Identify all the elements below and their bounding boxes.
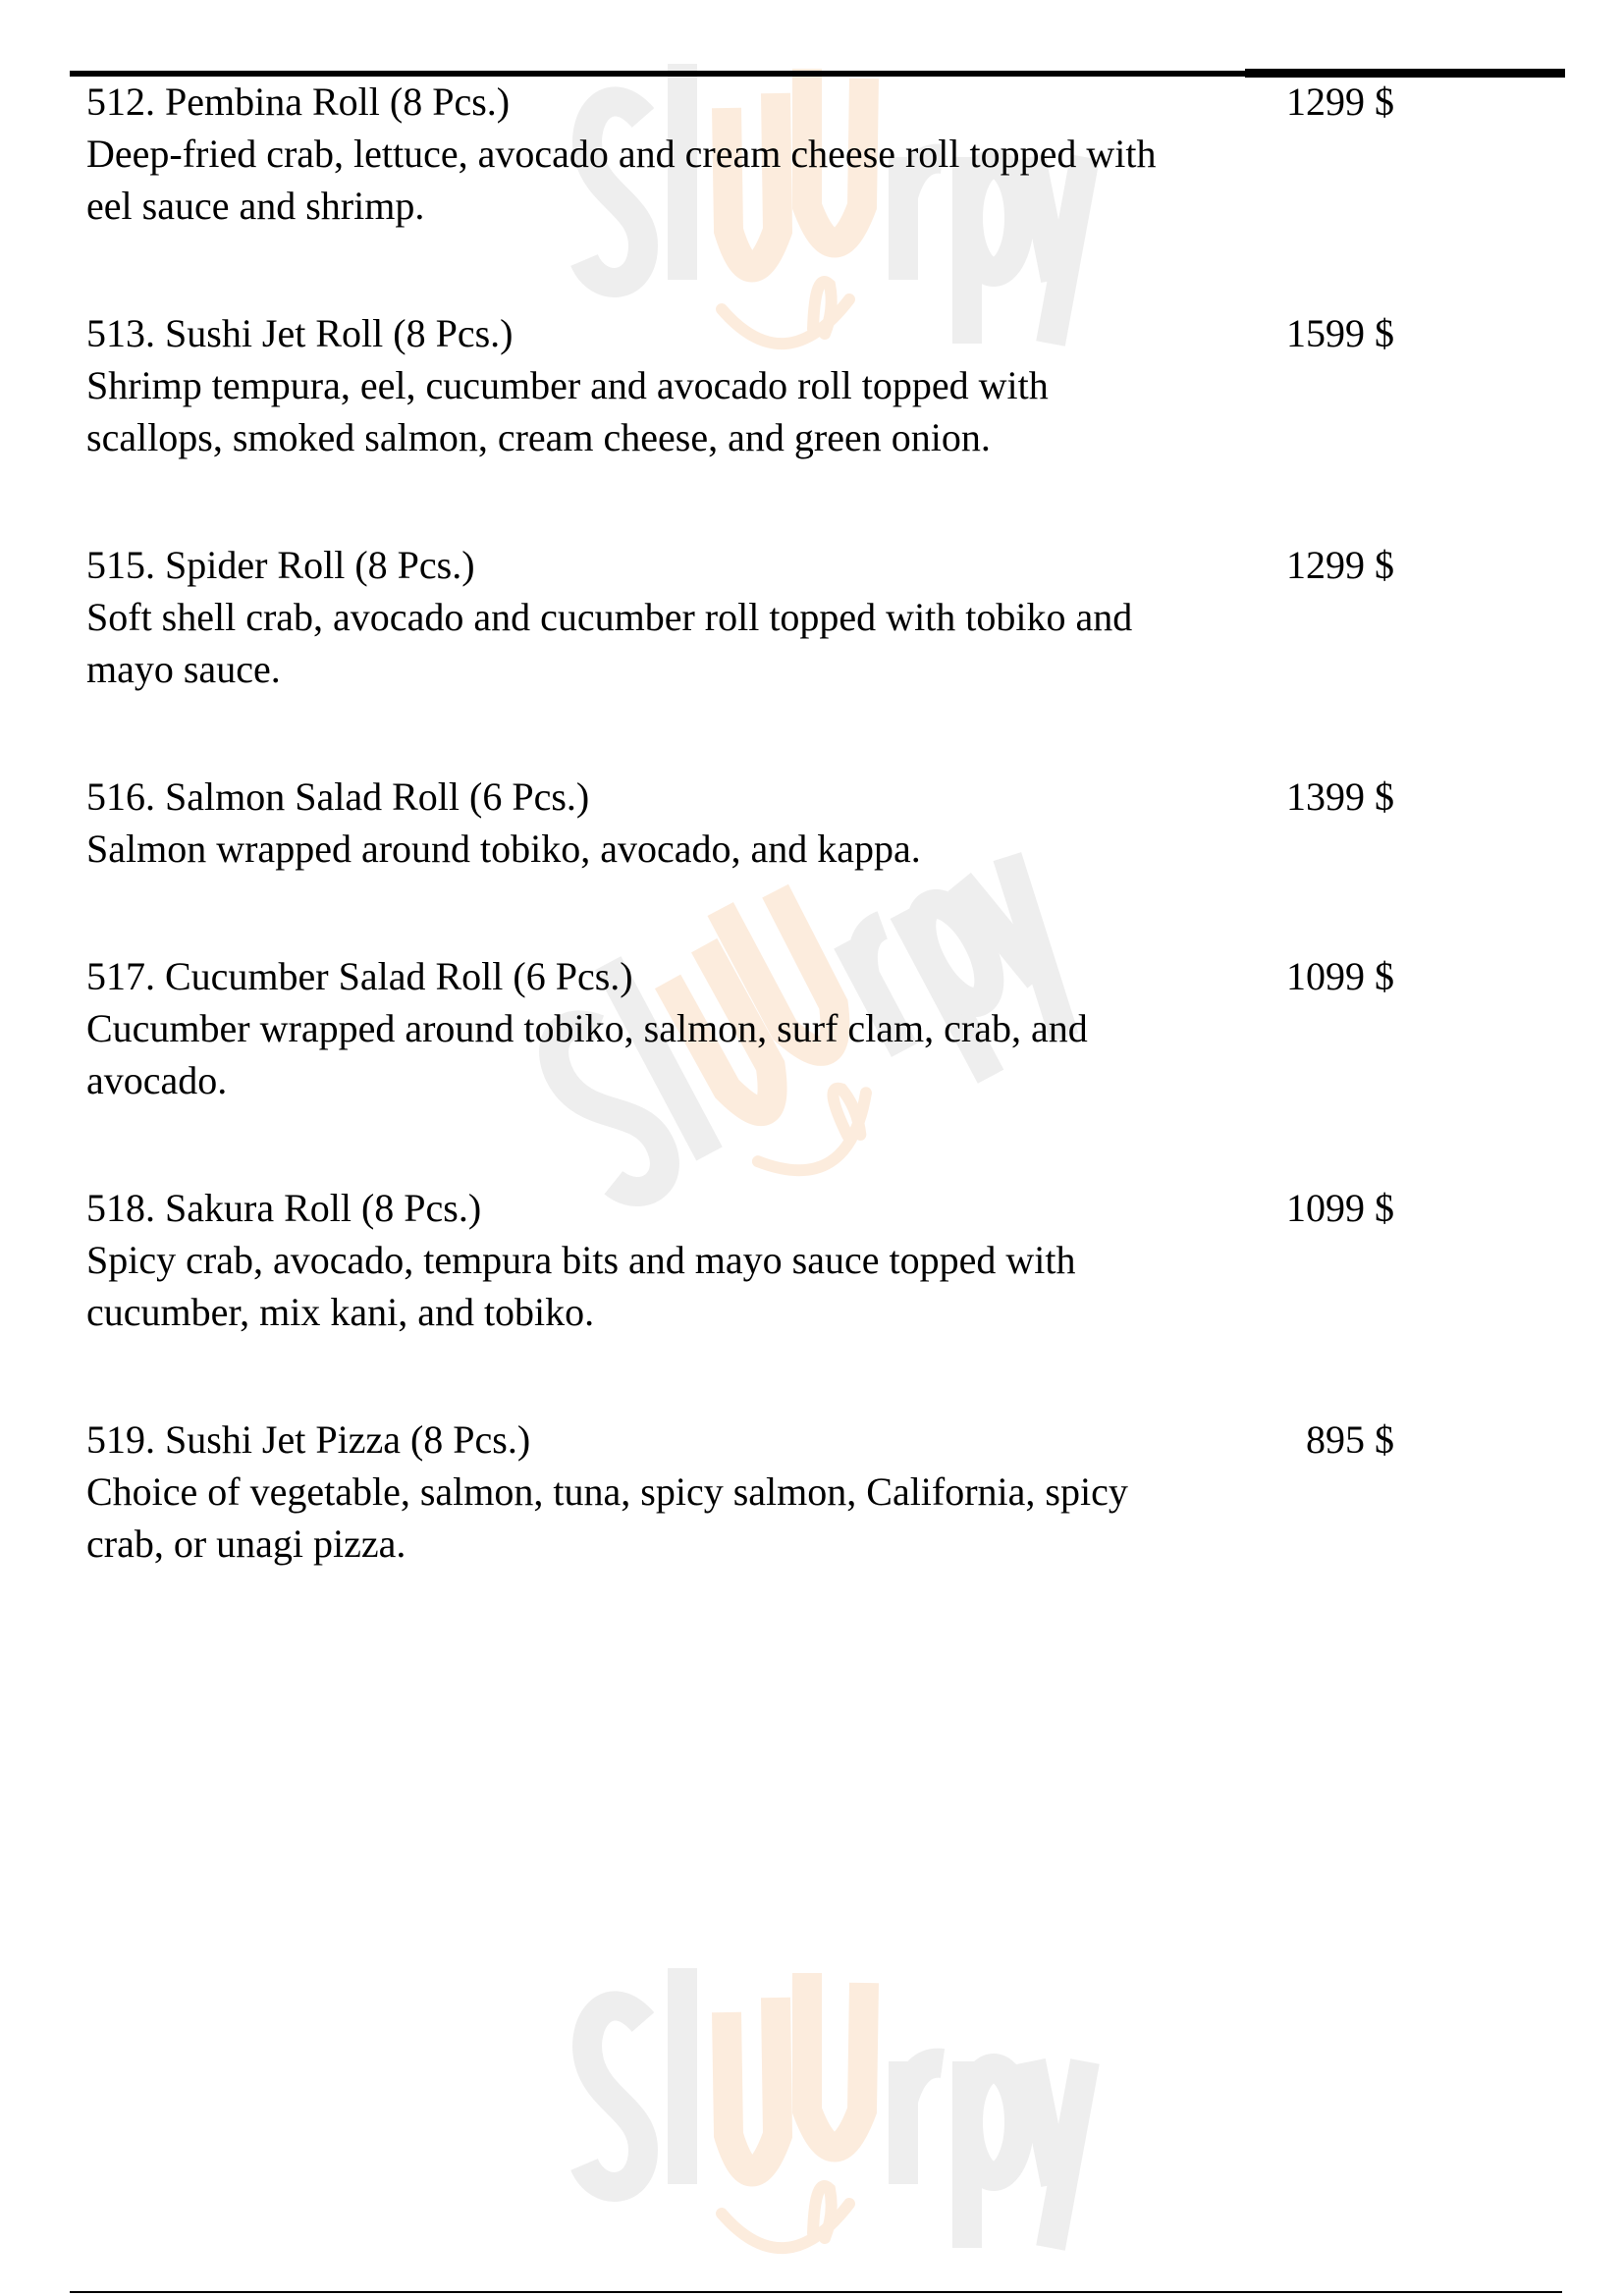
menu-item-description: Spicy crab, avocado, tempura bits and mayo sauce topped with [86, 1238, 1076, 1282]
menu-item [86, 76, 1402, 232]
menu-item [86, 1182, 1402, 1338]
menu-item-description: scallops, smoked salmon, cream cheese, and green onion. [86, 415, 991, 459]
menu-item-title: 512. Pembina Roll (8 Pcs.) [86, 80, 511, 124]
menu-item-price: 1299 $ [1286, 80, 1394, 124]
menu-item-title: 516. Salmon Salad Roll (6 Pcs.) [86, 774, 590, 819]
sluurpy-logo-icon [550, 1953, 1100, 2287]
menu-item [86, 539, 1402, 695]
menu-item-description: eel sauce and shrimp. [86, 184, 425, 228]
menu-item [86, 771, 1402, 875]
menu-item-price: 1599 $ [1286, 311, 1394, 355]
menu-item-description: Deep-fried crab, lettuce, avocado and cream cheese roll topped with [86, 132, 1157, 176]
menu-item-description: Soft shell crab, avocado and cucumber roll topped with tobiko and [86, 595, 1133, 639]
menu-item-description: cucumber, mix kani, and tobiko. [86, 1290, 595, 1334]
menu-item-description: avocado. [86, 1058, 228, 1102]
menu-item-title: 513. Sushi Jet Roll (8 Pcs.) [86, 311, 514, 355]
menu-item-list [86, 76, 1402, 1645]
menu-item-title: 519. Sushi Jet Pizza (8 Pcs.) [86, 1417, 531, 1462]
menu-item [86, 1414, 1402, 1570]
menu-item [86, 307, 1402, 463]
menu-item-description: Cucumber wrapped around tobiko, salmon, surf clam, crab, and [86, 1006, 1088, 1050]
menu-item-title: 518. Sakura Roll (8 Pcs.) [86, 1186, 482, 1230]
menu-item-price: 1299 $ [1286, 543, 1394, 587]
menu-item-title: 515. Spider Roll (8 Pcs.) [86, 543, 475, 587]
bottom-rule [70, 2291, 1562, 2293]
menu-item-price: 1099 $ [1286, 1186, 1394, 1230]
menu-item-description: Salmon wrapped around tobiko, avocado, and kappa. [86, 827, 921, 871]
menu-item [86, 950, 1402, 1106]
menu-item-description: Shrimp tempura, eel, cucumber and avocado roll topped with [86, 363, 1049, 407]
menu-item-price: 895 $ [1306, 1417, 1394, 1462]
menu-item-description: Choice of vegetable, salmon, tuna, spicy salmon, California, spicy [86, 1469, 1128, 1514]
menu-item-title: 517. Cucumber Salad Roll (6 Pcs.) [86, 954, 633, 998]
sluurpy-watermark-bottom [550, 1953, 1100, 2287]
menu-item-price: 1099 $ [1286, 954, 1394, 998]
menu-item-price: 1399 $ [1286, 774, 1394, 819]
menu-item-description: mayo sauce. [86, 647, 281, 691]
menu-item-description: crab, or unagi pizza. [86, 1522, 406, 1566]
